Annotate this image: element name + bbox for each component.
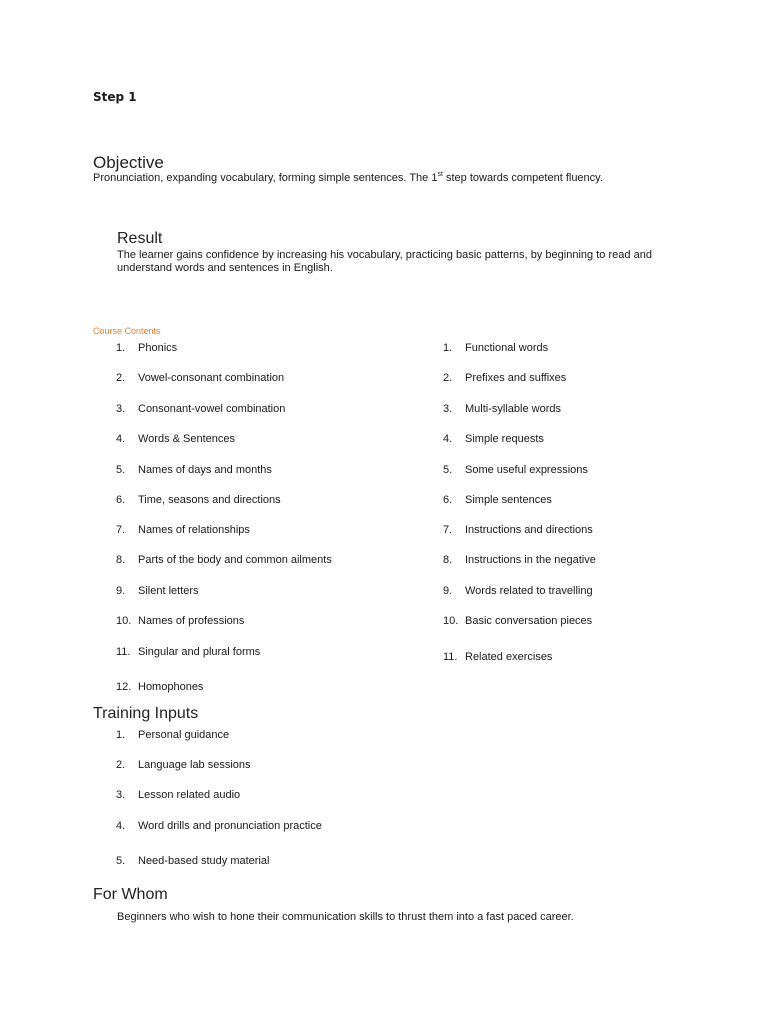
list-text: Language lab sessions <box>138 759 251 771</box>
objective-text-before: Pronunciation, expanding vocabulary, forming simple sentences. The 1 <box>93 172 438 184</box>
list-number: 4. <box>443 433 453 445</box>
list-text: Names of relationships <box>138 524 250 536</box>
list-number: 2. <box>443 372 453 384</box>
list-number: 5. <box>443 464 453 476</box>
list-text: Simple sentences <box>465 494 552 506</box>
list-number: 3. <box>116 789 126 801</box>
list-number: 10. <box>443 615 459 627</box>
list-text: Names of professions <box>138 615 245 627</box>
list-number: 7. <box>443 524 453 536</box>
list-number: 8. <box>116 554 126 566</box>
training-heading: Training Inputs <box>93 705 199 722</box>
list-text: Homophones <box>138 681 204 693</box>
list-text: Singular and plural forms <box>138 646 261 658</box>
objective-superscript: st <box>437 171 443 178</box>
list-number: 2. <box>116 759 126 771</box>
list-number: 5. <box>116 855 126 867</box>
list-text: Silent letters <box>138 585 199 597</box>
list-number: 6. <box>443 494 453 506</box>
list-number: 11. <box>443 651 458 663</box>
list-number: 11. <box>116 646 131 658</box>
objective-text <box>93 172 603 184</box>
list-text: Some useful expressions <box>465 464 588 476</box>
list-number: 2. <box>116 372 126 384</box>
list-number: 1. <box>116 342 126 354</box>
list-number: 9. <box>116 585 126 597</box>
list-number: 9. <box>443 585 453 597</box>
course-contents-label: Course Contents <box>93 326 161 336</box>
result-heading: Result <box>117 230 163 247</box>
objective-heading: Objective <box>93 153 164 172</box>
list-text: Need-based study material <box>138 855 270 867</box>
list-text: Word drills and pronunciation practice <box>138 820 322 832</box>
list-number: 12. <box>116 681 132 693</box>
list-text: Parts of the body and common ailments <box>138 554 332 566</box>
list-number: 10. <box>116 615 132 627</box>
list-number: 3. <box>116 403 126 415</box>
list-text: Consonant-vowel combination <box>138 403 286 415</box>
list-text: Words & Sentences <box>138 433 236 445</box>
list-number: 1. <box>443 342 453 354</box>
list-text: Instructions in the negative <box>465 554 596 566</box>
for-whom-text: Beginners who wish to hone their communication skills to thrust them into a fast paced career. <box>117 911 574 923</box>
list-number: 7. <box>116 524 126 536</box>
list-text: Words related to travelling <box>465 585 593 597</box>
list-number: 8. <box>443 554 453 566</box>
list-number: 1. <box>116 729 126 741</box>
for-whom-heading: For Whom <box>93 886 168 903</box>
objective-text-after: step towards competent fluency. <box>442 172 603 184</box>
result-text: The learner gains confidence by increasing his vocabulary, practicing basic patterns, by beginning to read and understand words and sentences in English. <box>117 249 652 274</box>
list-number: 5. <box>116 464 126 476</box>
list-number: 4. <box>116 433 126 445</box>
list-text: Vowel-consonant combination <box>138 372 285 384</box>
list-text: Functional words <box>465 342 549 354</box>
list-text: Lesson related audio <box>138 789 241 801</box>
list-text: Related exercises <box>465 651 553 663</box>
list-number: 3. <box>443 403 453 415</box>
list-number: 4. <box>116 820 126 832</box>
list-text: Basic conversation pieces <box>465 615 593 627</box>
list-text: Instructions and directions <box>465 524 593 536</box>
list-text: Names of days and months <box>138 464 272 476</box>
list-text: Simple requests <box>465 433 544 445</box>
list-number: 6. <box>116 494 126 506</box>
list-text: Prefixes and suffixes <box>465 372 567 384</box>
list-text: Personal guidance <box>138 729 230 741</box>
list-text: Time, seasons and directions <box>138 494 281 506</box>
list-text: Phonics <box>138 342 178 354</box>
step-title: Step 1 <box>93 90 137 104</box>
list-text: Multi-syllable words <box>465 403 561 415</box>
